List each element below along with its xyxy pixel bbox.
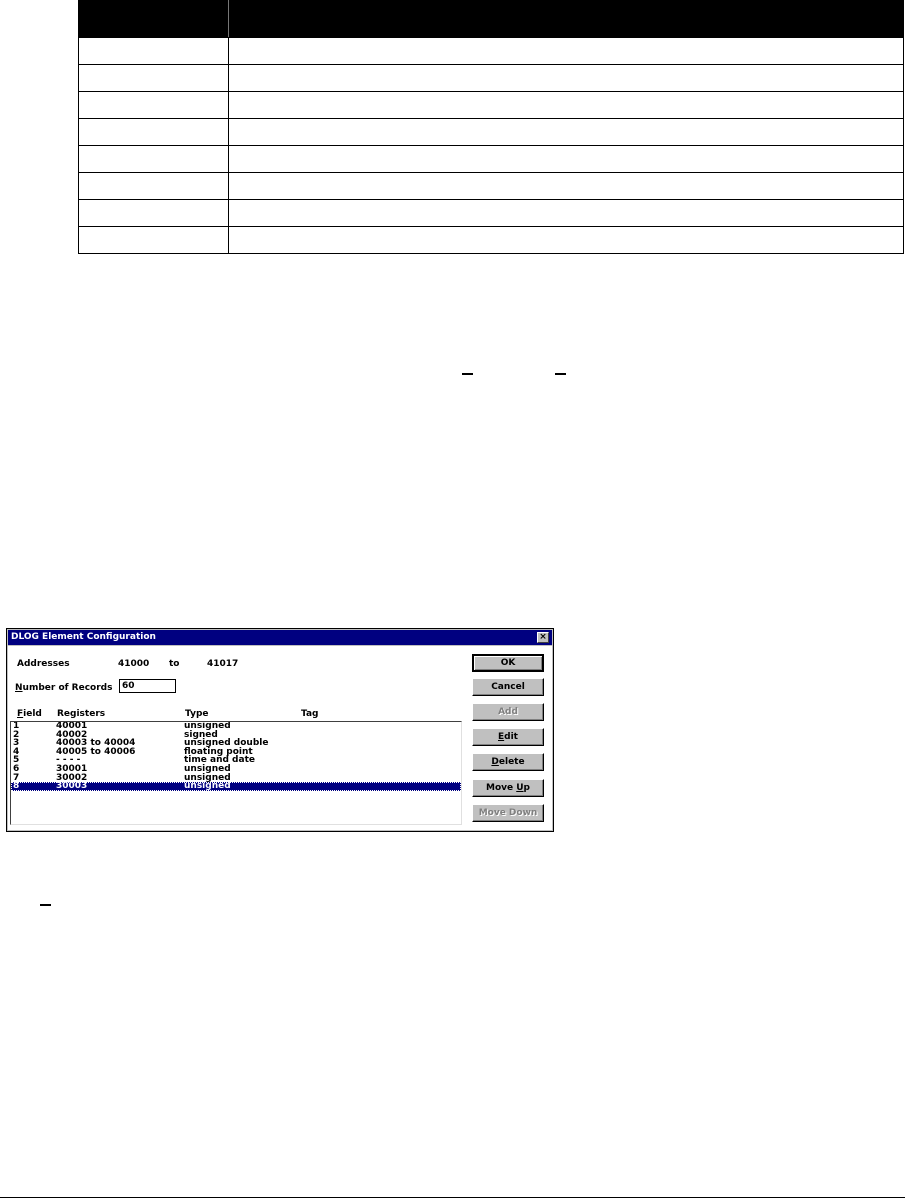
address-start: 41000 xyxy=(118,659,150,669)
table-row xyxy=(79,38,904,65)
list-item-type: unsigned xyxy=(184,721,231,731)
edit-accel: E xyxy=(498,732,505,742)
field-header-rest: ield xyxy=(23,709,42,719)
table-header-cell xyxy=(229,1,904,38)
list-item[interactable] xyxy=(11,782,461,791)
table-cell xyxy=(229,92,904,119)
list-item-field: 5 xyxy=(13,755,20,766)
records-input[interactable]: 60 xyxy=(119,679,176,693)
table-cell xyxy=(79,227,229,254)
table-cell xyxy=(229,38,904,65)
addresses-label: Addresses xyxy=(17,659,70,669)
dialog-titlebar xyxy=(8,630,552,645)
move-down-button[interactable]: Move Down xyxy=(472,804,544,822)
table-row xyxy=(79,173,904,200)
list-item-field: 8 xyxy=(13,781,20,792)
move-up-button[interactable] xyxy=(472,779,544,797)
table-row xyxy=(79,200,904,227)
underline-mark xyxy=(555,373,566,375)
table-cell xyxy=(79,92,229,119)
records-label xyxy=(15,683,112,693)
table-cell xyxy=(229,227,904,254)
records-label-rest: umber of Records xyxy=(22,683,113,693)
list-item-type: signed xyxy=(184,729,218,740)
list-item-type: unsigned xyxy=(184,781,231,792)
list-item-field: 6 xyxy=(13,763,20,774)
list-item-type: time and date xyxy=(184,755,255,766)
move-up-rest: p xyxy=(523,783,530,793)
dlog-config-dialog xyxy=(6,628,554,832)
type-column-header: Type xyxy=(185,709,209,719)
delete-rest: elete xyxy=(498,757,525,767)
underline-mark xyxy=(40,904,51,906)
underline-mark xyxy=(462,373,473,375)
list-item-registers: 40001 xyxy=(56,721,88,731)
table-row xyxy=(79,227,904,254)
list-item-registers: 30001 xyxy=(56,763,88,774)
footer-rule xyxy=(0,1197,905,1198)
list-item-type: unsigned xyxy=(184,772,231,783)
table-cell xyxy=(229,173,904,200)
list-item-registers: 30002 xyxy=(56,772,88,783)
dialog-title: DLOG Element Configuration xyxy=(11,632,156,642)
field-header-accel: F xyxy=(17,709,24,719)
list-item-field: 7 xyxy=(13,772,20,783)
dialog-body xyxy=(8,646,552,830)
add-button[interactable]: Add xyxy=(472,703,544,721)
table-header-cell xyxy=(79,1,229,38)
table-cell xyxy=(79,65,229,92)
list-item-type: unsigned double xyxy=(184,738,269,749)
address-to-label: to xyxy=(169,659,180,669)
delete-accel: D xyxy=(491,757,499,767)
move-up-accel: U xyxy=(516,783,524,793)
list-item-registers: - - - - xyxy=(56,755,81,766)
table-cell xyxy=(229,119,904,146)
edit-button[interactable] xyxy=(472,728,544,746)
list-item-type: unsigned xyxy=(184,763,231,774)
definition-table xyxy=(78,0,904,254)
list-item-field: 2 xyxy=(13,729,20,740)
table-row xyxy=(79,65,904,92)
close-icon[interactable]: × xyxy=(537,632,549,643)
table-header-row xyxy=(79,1,904,38)
tag-column-header: Tag xyxy=(301,709,319,719)
list-item-field: 1 xyxy=(13,721,20,731)
table-row xyxy=(79,92,904,119)
list-item-registers: 40005 to 40006 xyxy=(56,746,136,757)
list-item-registers: 30003 xyxy=(56,781,88,792)
table-row xyxy=(79,119,904,146)
list-item-registers: 40003 to 40004 xyxy=(56,738,136,749)
cancel-button[interactable]: Cancel xyxy=(472,678,544,696)
table-cell xyxy=(79,200,229,227)
records-label-accel: N xyxy=(15,683,23,693)
list-item-field: 4 xyxy=(13,746,20,757)
table-cell xyxy=(229,200,904,227)
list-item-field: 3 xyxy=(13,738,20,749)
delete-button[interactable] xyxy=(472,753,544,771)
table-cell xyxy=(79,146,229,173)
list-item-type: floating point xyxy=(184,746,253,757)
field-column-header xyxy=(17,709,42,719)
edit-rest: dit xyxy=(504,732,518,742)
list-rows xyxy=(11,722,461,791)
table-cell xyxy=(79,173,229,200)
table-cell xyxy=(229,65,904,92)
table-cell xyxy=(229,146,904,173)
table-cell xyxy=(79,38,229,65)
list-item-registers: 40002 xyxy=(56,729,88,740)
ok-button[interactable]: OK xyxy=(472,654,544,672)
move-up-first: Move xyxy=(485,783,517,793)
fields-listbox[interactable] xyxy=(10,721,462,825)
address-end: 41017 xyxy=(207,659,239,669)
table-row xyxy=(79,146,904,173)
registers-column-header: Registers xyxy=(57,709,106,719)
table-cell xyxy=(79,119,229,146)
